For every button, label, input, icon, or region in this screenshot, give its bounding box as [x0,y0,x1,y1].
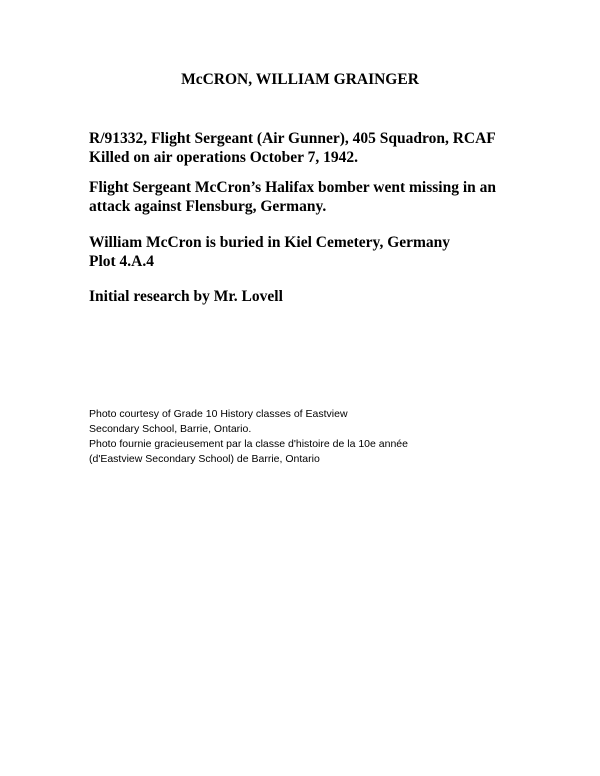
research-line: Initial research by Mr. Lovell [89,288,283,305]
plot-line: Plot 4.A.4 [89,252,155,270]
missing-paragraph [89,179,529,216]
burial-line: William McCron is buried in Kiel Cemetery, Germany [89,234,451,251]
burial-paragraph [89,234,529,271]
credit-en-line-1: Photo courtesy of Grade 10 History classes of Eastview [89,408,348,420]
page-title: McCRON, WILLIAM GRAINGER [181,71,419,88]
missing-line-1: Flight Sergeant McCron’s Halifax bomber went missing in an [89,179,497,196]
credit-fr-line-2: (d'Eastview Secondary School) de Barrie, Ontario [89,453,320,465]
credit-en-line-2: Secondary School, Barrie, Ontario. [89,423,252,435]
research-paragraph [89,288,529,307]
credit-fr-line-1: Photo fournie gracieusement par la classe d'histoire de la 10e année [89,438,408,450]
killed-line: Killed on air operations October 7, 1942. [89,148,358,166]
photo-credit [89,407,408,467]
missing-line-2: attack against Flensburg, Germany. [89,197,327,215]
service-line: R/91332, Flight Sergeant (Air Gunner), 405 Squadron, RCAF [89,130,496,147]
service-paragraph [89,130,529,167]
